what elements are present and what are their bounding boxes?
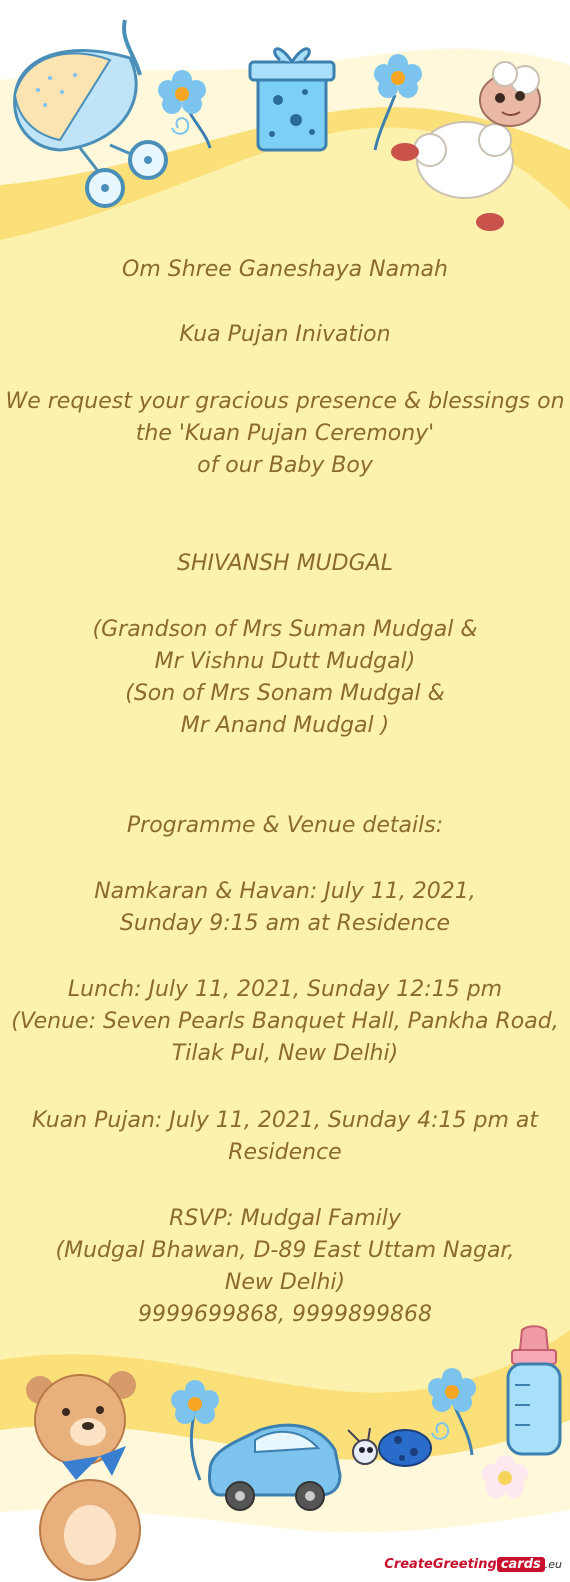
request-line: We request your gracious presence & blessings on [5, 389, 565, 414]
lunch-line-1: Lunch: July 11, 2021, Sunday 12:15 pm [67, 977, 503, 1002]
greeting-line: Om Shree Ganeshaya Namah [122, 257, 448, 282]
ceremony-line: the 'Kuan Pujan Ceremony' [135, 421, 435, 446]
brand-name-part3: .eu [544, 1558, 562, 1571]
lunch-line-3: Tilak Pul, New Delhi) [171, 1041, 399, 1066]
grandson-line-1: (Grandson of Mrs Suman Mudgal & [92, 617, 478, 642]
son-line-1: (Son of Mrs Sonam Mudgal & [125, 681, 445, 706]
phone-numbers: 9999699868, 9999899868 [138, 1302, 432, 1327]
kuan-pujan-line-1: Kuan Pujan: July 11, 2021, Sunday 4:15 pm at [31, 1108, 539, 1133]
brand-name-part1: CreateGreeting [384, 1557, 497, 1572]
brand-logo[interactable] [384, 1557, 562, 1572]
namkaran-line-2: Sunday 9:15 am at Residence [119, 911, 451, 936]
address-line-1: (Mudgal Bhawan, D-89 East Uttam Nagar, [55, 1238, 515, 1263]
grandson-line-2: Mr Vishnu Dutt Mudgal) [154, 649, 416, 674]
programme-heading: Programme & Venue details: [126, 813, 444, 838]
baby-line: of our Baby Boy [197, 453, 373, 478]
rsvp-line: RSVP: Mudgal Family [169, 1206, 401, 1231]
kuan-pujan-line-2: Residence [228, 1140, 342, 1165]
son-line-2: Mr Anand Mudgal ) [180, 713, 390, 738]
invitation-title: Kua Pujan Inivation [179, 322, 391, 347]
baby-name: SHIVANSH MUDGAL [177, 551, 393, 576]
lunch-line-2: (Venue: Seven Pearls Banquet Hall, Pankha Road, [11, 1009, 559, 1034]
namkaran-line-1: Namkaran & Havan: July 11, 2021, [94, 879, 476, 904]
brand-name-part2: cards [497, 1557, 545, 1572]
address-line-2: New Delhi) [224, 1270, 346, 1295]
